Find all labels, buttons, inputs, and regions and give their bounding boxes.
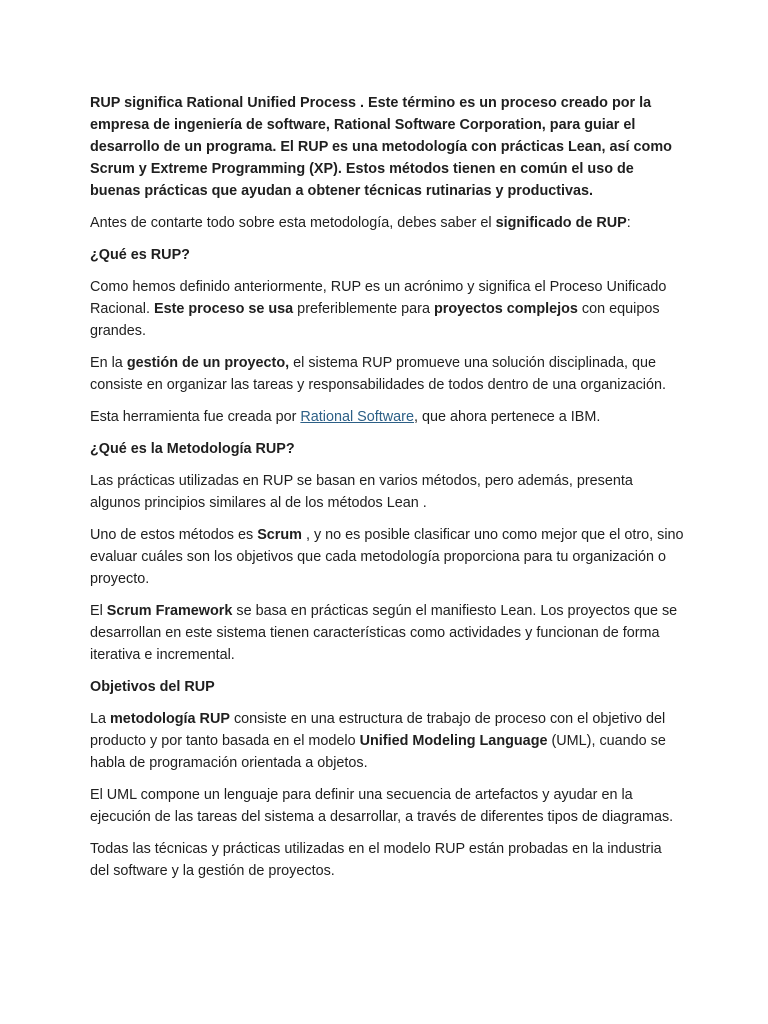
bold-segment: metodología RUP [110, 711, 230, 727]
text-segment: , que ahora pertenece a IBM. [413, 409, 601, 425]
paragraph-todas: Todas las técnicas y prácticas utilizadas en el modelo RUP están probadas en la industria del software y la gestión de proyectos. [90, 841, 662, 879]
bold-segment: Scrum Framework [106, 603, 233, 619]
intro-paragraph: RUP significa Rational Unified Process . Este término es un proceso creado por la empresa de ingeniería de software, Rational Software Corporation, para guiar el desarrollo de un programa. El RUP es una metodología con prácticas Lean, así como Scrum y Extreme Programming (XP). Estos métodos tienen en común el uso de buenas prácticas que ayudan a obtener técnicas rutinarias y productivas. [90, 95, 672, 199]
text-segment: el sistema RUP promueve una solución disciplinada, que consiste en organizar las tareas y responsabilidades de todos dentro de una organización. [90, 355, 666, 393]
paragraph-antes [90, 212, 684, 234]
paragraph-gestion [90, 352, 684, 396]
paragraph-uno [90, 524, 684, 590]
bold-segment: significado de RUP [495, 215, 627, 231]
text-segment: se basa en prácticas según el manifiesto Lean. Los proyectos que se desarrollan en este sistema tienen características como actividades y funcionan de forma iterativa e incremental. [90, 603, 678, 663]
text-segment: Esta herramienta fue creada por [90, 409, 301, 425]
paragraph-uml: El UML compone un lenguaje para definir una secuencia de artefactos y ayudar en la ejecución de las tareas del sistema a desarrollar, a través de diferentes tipos de diagramas. [90, 787, 674, 825]
paragraph-metodologia [90, 708, 684, 774]
bold-segment: Este proceso se usa [154, 301, 294, 317]
bold-segment: Unified Modeling Language [359, 733, 548, 749]
heading-metodologia-rup: ¿Qué es la Metodología RUP? [90, 441, 295, 457]
bold-segment: gestión de un proyecto, [126, 355, 290, 371]
paragraph-scrum-framework [90, 600, 684, 666]
bold-segment: Scrum [257, 527, 302, 543]
rational-software-link[interactable]: Rational Software [300, 409, 414, 425]
text-segment: Como hemos definido anteriormente, RUP es un acrónimo y significa el Proceso Unificado Racional. [90, 279, 667, 317]
text-segment: consiste en una estructura de trabajo de proceso con el objetivo del producto y por tanto basada en el modelo [90, 711, 666, 749]
heading-que-es-rup: ¿Qué es RUP? [90, 247, 190, 263]
text-segment: La [90, 711, 111, 727]
paragraph-practicas: Las prácticas utilizadas en RUP se basan en varios métodos, pero además, presenta algunos principios similares al de los métodos Lean . [90, 473, 633, 511]
text-segment: Antes de contarte todo sobre esta metodología, debes saber el [90, 215, 496, 231]
text-segment: El [90, 603, 107, 619]
text-segment: con equipos grandes. [90, 301, 660, 339]
bold-segment: proyectos complejos [433, 301, 578, 317]
paragraph-herramienta [90, 406, 684, 428]
text-segment: , y no es posible clasificar uno como mejor que el otro, sino evaluar cuáles son los objetivos que cada metodología proporciona para tu organización o proyecto. [90, 527, 684, 587]
text-segment: En la [90, 355, 127, 371]
text-segment: (UML), cuando se habla de programación orientada a objetos. [90, 733, 666, 771]
heading-objetivos: Objetivos del RUP [90, 679, 215, 695]
text-segment: : [626, 215, 631, 231]
text-segment: preferiblemente para [293, 301, 434, 317]
paragraph-como [90, 276, 684, 342]
text-segment: Uno de estos métodos es [90, 527, 258, 543]
